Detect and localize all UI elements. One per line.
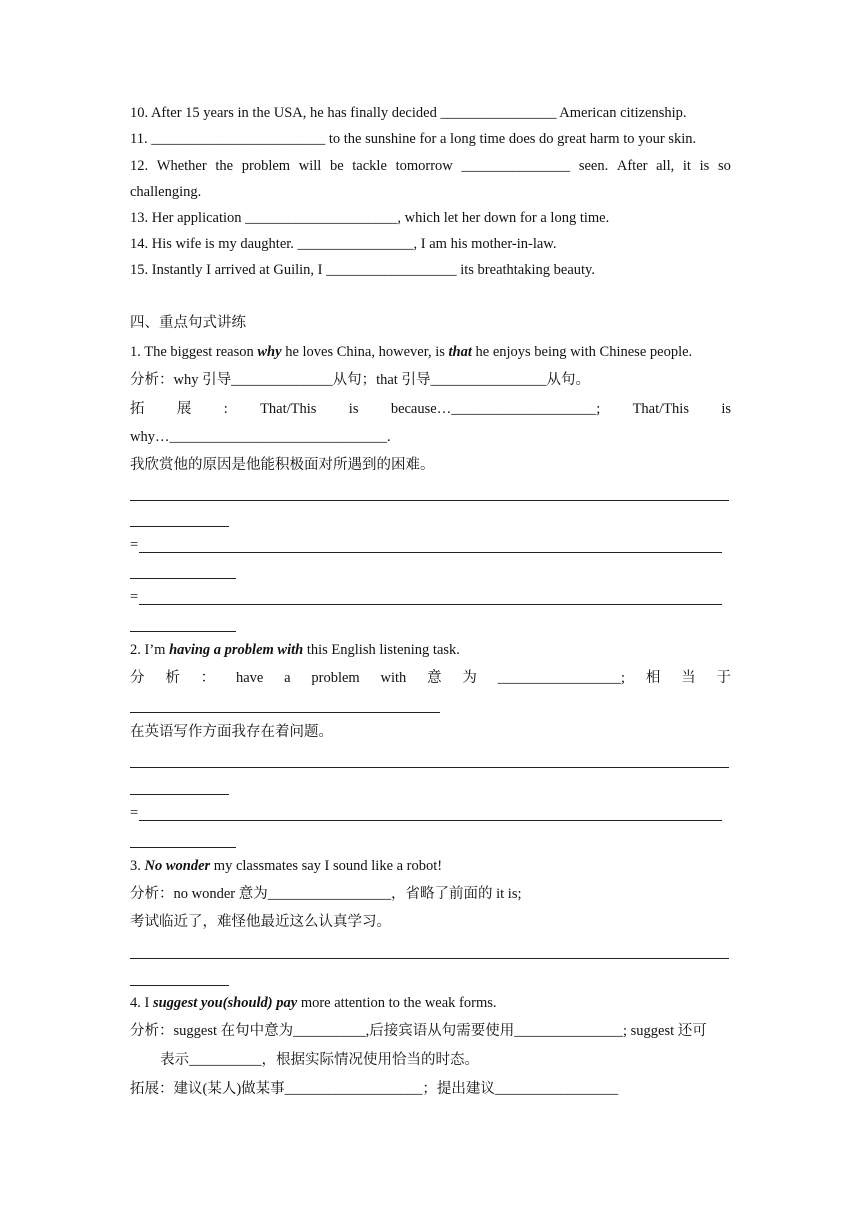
- sentence-4-analysis-2: 表示__________，根据实际情况使用恰当的时态。: [160, 1052, 479, 1068]
- word: Whether: [156, 158, 207, 174]
- sentence-1-extension: [130, 400, 731, 418]
- answer-line: [130, 985, 229, 986]
- answer-line: [139, 820, 722, 821]
- keyword-phrase: having a problem with: [169, 642, 304, 658]
- ext-token: That/This: [632, 401, 689, 417]
- ext-token: is: [721, 401, 731, 417]
- answer-line: [130, 958, 729, 959]
- ext-token: :: [223, 401, 228, 417]
- item-10: 10. After 15 years in the USA, he has finally decided ________________ American citizenship.: [130, 105, 687, 121]
- answer-line: [130, 500, 729, 501]
- analysis-token: 析: [165, 670, 180, 686]
- sentence-4: [130, 994, 731, 1012]
- sentence-1-start: 1. The biggest reason: [130, 344, 258, 360]
- sentence-2-analysis: [130, 669, 731, 687]
- section-title: 四、重点句式讲练: [130, 315, 246, 331]
- analysis-token: problem: [311, 670, 360, 686]
- sentence-2: [130, 641, 731, 659]
- sentence-3-end: my classmates say I sound like a robot!: [210, 858, 443, 874]
- analysis-token: 于: [716, 670, 731, 686]
- word: so: [717, 158, 731, 174]
- item-13: 13. Her application _____________________, which let her down for a long time.: [130, 210, 610, 226]
- item-15: 15. Instantly I arrived at Guilin, I __________________ its breathtaking beauty.: [130, 262, 595, 278]
- ext-token: 拓: [130, 401, 145, 417]
- word: _______________: [461, 158, 571, 174]
- sentence-3: [130, 857, 731, 875]
- equals-sign: =: [130, 805, 139, 821]
- analysis-token: 相: [645, 670, 661, 686]
- ext-token: because…____________________;: [390, 401, 601, 417]
- analysis-token: 为: [462, 670, 477, 686]
- word: 12.: [130, 158, 149, 174]
- item-14: 14. His wife is my daughter. ________________, I am his mother-in-law.: [130, 236, 557, 252]
- equals-sign: =: [130, 589, 139, 605]
- analysis-token: a: [284, 670, 291, 686]
- sentence-3-translation-prompt: 考试临近了，难怪他最近这么认真学习。: [130, 914, 391, 930]
- sentence-2-translation-prompt: 在英语写作方面我存在着问题。: [130, 724, 333, 740]
- keyword-why: why: [257, 344, 282, 360]
- sentence-1-extension-2: why…______________________________.: [130, 429, 391, 445]
- word: will: [298, 158, 322, 174]
- item-12-cont: challenging.: [130, 184, 202, 200]
- keyword-that: that: [448, 344, 472, 360]
- word: be: [329, 158, 344, 174]
- answer-line: [130, 526, 229, 527]
- analysis-token: _________________;: [497, 670, 626, 686]
- answer-line: [130, 712, 440, 713]
- sentence-4-analysis: 分析：suggest 在句中意为__________,后接宾语从句需要使用_______________; suggest 还可: [130, 1023, 707, 1039]
- answer-line: [130, 631, 236, 632]
- word: the: [215, 158, 234, 174]
- answer-line: [139, 552, 722, 553]
- ext-token: That/This: [260, 401, 317, 417]
- sentence-4-start: 4. I: [130, 995, 153, 1011]
- sentence-3-start: 3.: [130, 858, 145, 874]
- sentence-2-end: this English listening task.: [303, 642, 460, 658]
- sentence-1-analysis: 分析：why 引导______________从句；that 引导________________从句。: [130, 372, 590, 388]
- word: is: [699, 158, 710, 174]
- ext-token: 展: [176, 401, 192, 417]
- analysis-token: ：: [200, 670, 216, 686]
- sentence-4-end: more attention to the weak forms.: [297, 995, 497, 1011]
- answer-line: [130, 794, 229, 795]
- word: After: [616, 158, 648, 174]
- item-11: 11. ________________________ to the sunshine for a long time does do great harm to your skin.: [130, 131, 697, 147]
- sentence-2-start: 2. I’m: [130, 642, 170, 658]
- item-12: [130, 157, 731, 175]
- answer-line: [139, 604, 722, 605]
- word: seen.: [578, 158, 609, 174]
- sentence-4-extension: 拓展：建议(某人)做某事___________________；提出建议_________________: [130, 1081, 619, 1097]
- keyword-phrase: suggest you(should) pay: [152, 995, 298, 1011]
- sentence-1-end: he enjoys being with Chinese people.: [471, 344, 693, 360]
- sentence-3-analysis: 分析：no wonder 意为_________________，省略了前面的 it is;: [130, 886, 522, 902]
- word: tackle: [352, 158, 387, 174]
- ext-token: is: [348, 401, 359, 417]
- sentence-1-translation-prompt: 我欣赏他的原因是他能积极面对所遇到的困难。: [130, 457, 435, 473]
- word: tomorrow: [395, 158, 453, 174]
- answer-line: [130, 578, 236, 579]
- analysis-token: 意: [427, 670, 442, 686]
- sentence-1: [130, 343, 731, 361]
- analysis-token: with: [380, 670, 407, 686]
- analysis-token: have: [235, 670, 264, 686]
- analysis-token: 分: [130, 670, 145, 686]
- answer-line: [130, 847, 236, 848]
- keyword-phrase: No wonder: [144, 858, 211, 874]
- analysis-token: 当: [681, 670, 696, 686]
- answer-line: [130, 767, 729, 768]
- sentence-1-mid: he loves China, however, is: [281, 344, 449, 360]
- word: all,: [656, 158, 675, 174]
- word: problem: [241, 158, 291, 174]
- equals-sign: =: [130, 537, 139, 553]
- word: it: [682, 158, 691, 174]
